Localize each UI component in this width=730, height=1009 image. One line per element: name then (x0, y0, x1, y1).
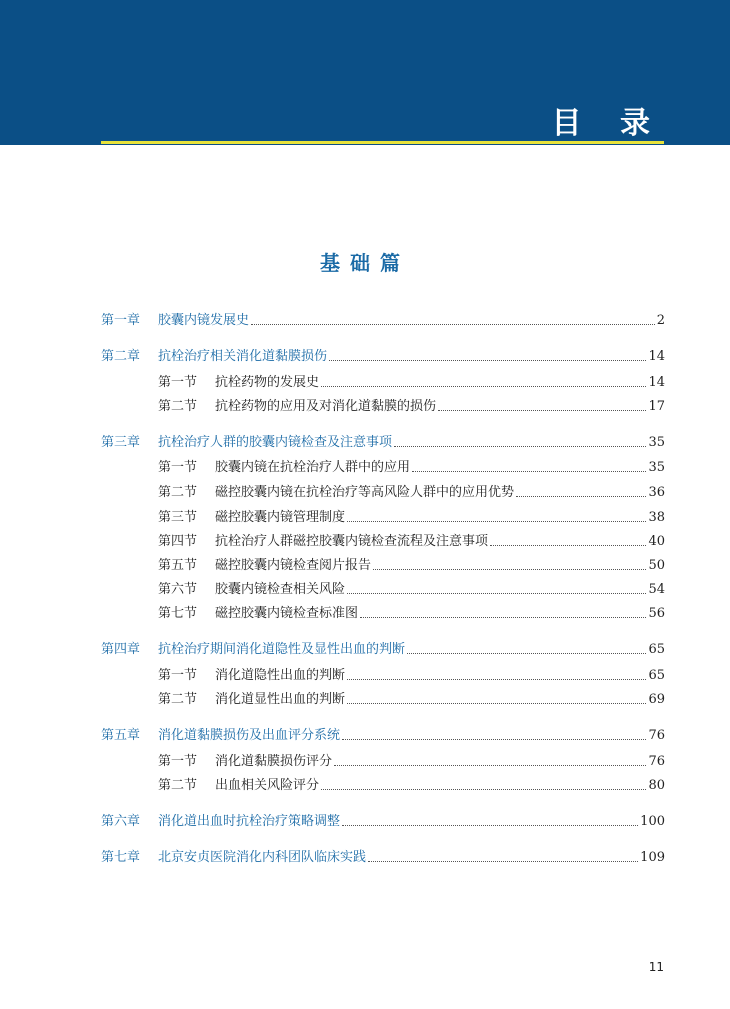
toc-chapter-entry[interactable] (101, 432, 665, 454)
toc-entry-title: 抗栓治疗期间消化道隐性及显性出血的判断 (158, 642, 406, 657)
toc-section-entry[interactable] (101, 507, 665, 529)
toc-entry-number: 第三节 (158, 510, 198, 525)
toc-entry-number: 第二节 (158, 485, 198, 500)
toc-entry-page: 65 (648, 668, 665, 683)
toc-section-entry[interactable] (101, 396, 665, 418)
dot-leader (438, 409, 646, 411)
toc-section-entry[interactable] (101, 531, 665, 553)
toc-entry-title: 抗栓药物的发展史 (215, 375, 320, 390)
toc-entry-title: 抗栓治疗人群的胶囊内镜检查及注意事项 (158, 435, 393, 450)
toc-entry-page: 109 (640, 850, 665, 865)
header-rule (101, 141, 664, 144)
toc-entry-number: 第二节 (158, 778, 198, 793)
toc-entry-title: 磁控胶囊内镜管理制度 (215, 510, 346, 525)
toc-entry-number: 第六章 (101, 814, 141, 829)
toc-entry-title: 抗栓药物的应用及对消化道黏膜的损伤 (215, 399, 437, 414)
toc-section-entry[interactable] (101, 603, 665, 625)
toc-section-entry[interactable] (101, 775, 665, 797)
toc-section-entry[interactable] (101, 665, 665, 687)
toc-entry-page: 100 (640, 814, 665, 829)
toc-entry-page: 56 (648, 606, 665, 621)
toc-entry-title: 消化道黏膜损伤评分 (215, 754, 333, 769)
dot-leader (251, 323, 655, 325)
toc-chapter-entry[interactable] (101, 310, 665, 332)
toc-entry-title: 北京安贞医院消化内科团队临床实践 (158, 850, 367, 865)
toc-section-entry[interactable] (101, 579, 665, 601)
toc-section-entry[interactable] (101, 482, 665, 504)
toc-entry-title: 磁控胶囊内镜在抗栓治疗等高风险人群中的应用优势 (215, 485, 515, 500)
toc-entry-number: 第四章 (101, 642, 141, 657)
toc-section-entry[interactable] (101, 689, 665, 711)
dot-leader (347, 702, 646, 704)
toc-entry-page: 14 (648, 375, 665, 390)
dot-leader (407, 652, 646, 654)
toc-entry-title: 胶囊内镜发展史 (158, 313, 250, 328)
toc-entry-page: 14 (648, 349, 665, 364)
toc-entry-number: 第三章 (101, 435, 141, 450)
toc-entry-number: 第一节 (158, 668, 198, 683)
toc-entry-page: 50 (648, 558, 665, 573)
dot-leader (347, 592, 646, 594)
dot-leader (321, 385, 646, 387)
toc-entry-number: 第一节 (158, 754, 198, 769)
toc-entry-number: 第四节 (158, 534, 198, 549)
toc-entry-page: 69 (648, 692, 665, 707)
toc-chapter-entry[interactable] (101, 847, 665, 869)
toc-chapter-entry[interactable] (101, 725, 665, 747)
page-number: 11 (648, 960, 664, 974)
toc-entry-number: 第一节 (158, 460, 198, 475)
toc-entry-title: 抗栓治疗人群磁控胶囊内镜检查流程及注意事项 (215, 534, 489, 549)
dot-leader (412, 470, 646, 472)
toc-section-entry[interactable] (101, 372, 665, 394)
toc-entry-page: 54 (648, 582, 665, 597)
toc-entry-title: 消化道黏膜损伤及出血评分系统 (158, 728, 341, 743)
dot-leader (368, 860, 638, 862)
toc-entry-title: 出血相关风险评分 (215, 778, 320, 793)
toc-entry-title: 消化道出血时抗栓治疗策略调整 (158, 814, 341, 829)
dot-leader (329, 359, 646, 361)
toc-section-entry[interactable] (101, 751, 665, 773)
section-title: 基础篇 (320, 251, 410, 275)
toc-entry-page: 65 (648, 642, 665, 657)
toc-chapter-entry[interactable] (101, 346, 665, 368)
toc-entry-number: 第五章 (101, 728, 141, 743)
page-title: 目 录 (551, 106, 664, 141)
dot-leader (490, 544, 646, 546)
toc-entry-page: 40 (648, 534, 665, 549)
header-banner (0, 0, 730, 145)
toc-section-entry[interactable] (101, 555, 665, 577)
toc-chapter-entry[interactable] (101, 811, 665, 833)
dot-leader (347, 520, 646, 522)
dot-leader (373, 568, 646, 570)
toc-entry-number: 第一章 (101, 313, 141, 328)
toc-entry-number: 第二章 (101, 349, 141, 364)
toc-entry-title: 胶囊内镜在抗栓治疗人群中的应用 (215, 460, 411, 475)
dot-leader (334, 764, 646, 766)
toc-entry-page: 35 (648, 435, 665, 450)
toc-entry-number: 第一节 (158, 375, 198, 390)
toc-entry-number: 第二节 (158, 399, 198, 414)
dot-leader (342, 738, 646, 740)
toc-entry-title: 抗栓治疗相关消化道黏膜损伤 (158, 349, 328, 364)
toc-entry-page: 35 (648, 460, 665, 475)
toc-entry-title: 胶囊内镜检查相关风险 (215, 582, 346, 597)
toc-entry-title: 消化道隐性出血的判断 (215, 668, 346, 683)
toc-entry-title: 磁控胶囊内镜检查标准图 (215, 606, 359, 621)
toc-entry-number: 第六节 (158, 582, 198, 597)
toc-entry-title: 消化道显性出血的判断 (215, 692, 346, 707)
toc-entry-page: 36 (648, 485, 665, 500)
toc-entry-number: 第五节 (158, 558, 198, 573)
toc-chapter-entry[interactable] (101, 639, 665, 661)
toc-entry-number: 第二节 (158, 692, 198, 707)
toc-entry-page: 38 (648, 510, 665, 525)
toc-entry-number: 第七节 (158, 606, 198, 621)
dot-leader (516, 495, 646, 497)
toc-section-entry[interactable] (101, 457, 665, 479)
toc-entry-title: 磁控胶囊内镜检查阅片报告 (215, 558, 372, 573)
dot-leader (347, 678, 646, 680)
toc-entry-page: 2 (656, 313, 665, 328)
dot-leader (342, 824, 638, 826)
toc-entry-page: 76 (648, 754, 665, 769)
toc-entry-number: 第七章 (101, 850, 141, 865)
dot-leader (360, 616, 646, 618)
toc-entry-page: 17 (648, 399, 665, 414)
toc-entry-page: 80 (648, 778, 665, 793)
dot-leader (321, 788, 646, 790)
dot-leader (394, 445, 646, 447)
toc-entry-page: 76 (648, 728, 665, 743)
